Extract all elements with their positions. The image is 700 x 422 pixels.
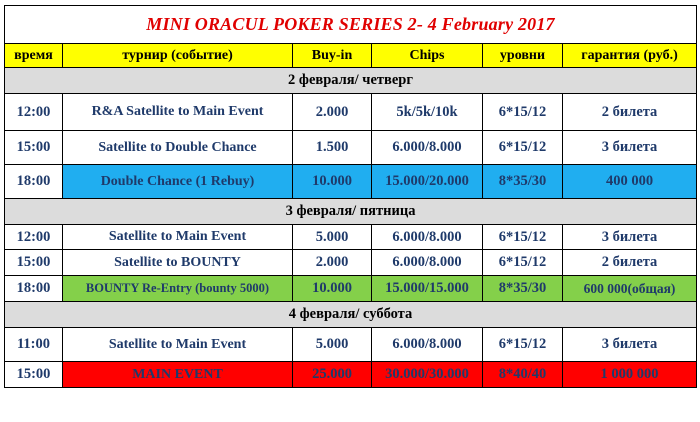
day-label: 3 февраля/ пятница — [5, 199, 697, 225]
event-name: Satellite to Main Event — [63, 225, 293, 250]
event-guarantee: 600 000(общая) — [563, 276, 697, 302]
event-row — [5, 276, 697, 302]
day-row — [5, 199, 697, 225]
title-row — [5, 6, 697, 44]
event-levels: 6*15/12 — [483, 225, 563, 250]
day-row — [5, 302, 697, 328]
event-row — [5, 328, 697, 362]
event-name: Satellite to Main Event — [63, 328, 293, 362]
event-levels: 8*35/30 — [483, 165, 563, 199]
event-name: MAIN EVENT — [63, 362, 293, 388]
event-row — [5, 250, 697, 276]
day-label: 4 февраля/ суббота — [5, 302, 697, 328]
event-guarantee: 400 000 — [563, 165, 697, 199]
header-levels: уровни — [483, 44, 563, 68]
event-buyin: 10.000 — [293, 165, 372, 199]
event-guarantee: 3 билета — [563, 131, 697, 165]
event-time: 11:00 — [5, 328, 63, 362]
event-levels: 8*35/30 — [483, 276, 563, 302]
header-time: время — [5, 44, 63, 68]
event-guarantee: 3 билета — [563, 328, 697, 362]
event-row — [5, 362, 697, 388]
event-guarantee: 3 билета — [563, 225, 697, 250]
event-levels: 6*15/12 — [483, 131, 563, 165]
event-buyin: 1.500 — [293, 131, 372, 165]
event-chips: 6.000/8.000 — [372, 225, 483, 250]
event-chips: 6.000/8.000 — [372, 131, 483, 165]
header-buyin: Buy-in — [293, 44, 372, 68]
event-buyin: 10.000 — [293, 276, 372, 302]
event-buyin: 5.000 — [293, 328, 372, 362]
header-event: турнир (событие) — [63, 44, 293, 68]
event-chips: 30.000/30.000 — [372, 362, 483, 388]
event-name: Satellite to BOUNTY — [63, 250, 293, 276]
event-time: 15:00 — [5, 362, 63, 388]
event-name: Double Chance (1 Rebuy) — [63, 165, 293, 199]
event-name: Satellite to Double Chance — [63, 131, 293, 165]
event-row — [5, 165, 697, 199]
day-label: 2 февраля/ четверг — [5, 68, 697, 94]
page-title: MINI ORACUL POKER SERIES 2- 4 February 2017 — [5, 6, 697, 44]
day-row — [5, 68, 697, 94]
event-guarantee: 2 билета — [563, 250, 697, 276]
event-row — [5, 225, 697, 250]
event-chips: 15.000/15.000 — [372, 276, 483, 302]
event-time: 12:00 — [5, 94, 63, 131]
schedule-sheet — [4, 5, 696, 388]
header-row — [5, 44, 697, 68]
header-chips: Chips — [372, 44, 483, 68]
event-row — [5, 131, 697, 165]
event-chips: 5k/5k/10k — [372, 94, 483, 131]
event-guarantee: 1 000 000 — [563, 362, 697, 388]
event-chips: 15.000/20.000 — [372, 165, 483, 199]
event-time: 18:00 — [5, 165, 63, 199]
event-time: 15:00 — [5, 250, 63, 276]
event-buyin: 2.000 — [293, 94, 372, 131]
event-name: BOUNTY Re-Entry (bounty 5000) — [63, 276, 293, 302]
event-time: 15:00 — [5, 131, 63, 165]
event-time: 18:00 — [5, 276, 63, 302]
event-row — [5, 94, 697, 131]
event-levels: 6*15/12 — [483, 328, 563, 362]
event-chips: 6.000/8.000 — [372, 250, 483, 276]
event-chips: 6.000/8.000 — [372, 328, 483, 362]
event-name: R&A Satellite to Main Event — [63, 94, 293, 131]
event-buyin: 5.000 — [293, 225, 372, 250]
event-buyin: 25.000 — [293, 362, 372, 388]
header-guarantee: гарантия (руб.) — [563, 44, 697, 68]
event-levels: 6*15/12 — [483, 94, 563, 131]
event-guarantee: 2 билета — [563, 94, 697, 131]
event-buyin: 2.000 — [293, 250, 372, 276]
schedule-table — [4, 5, 697, 388]
event-time: 12:00 — [5, 225, 63, 250]
event-levels: 6*15/12 — [483, 250, 563, 276]
event-levels: 8*40/40 — [483, 362, 563, 388]
